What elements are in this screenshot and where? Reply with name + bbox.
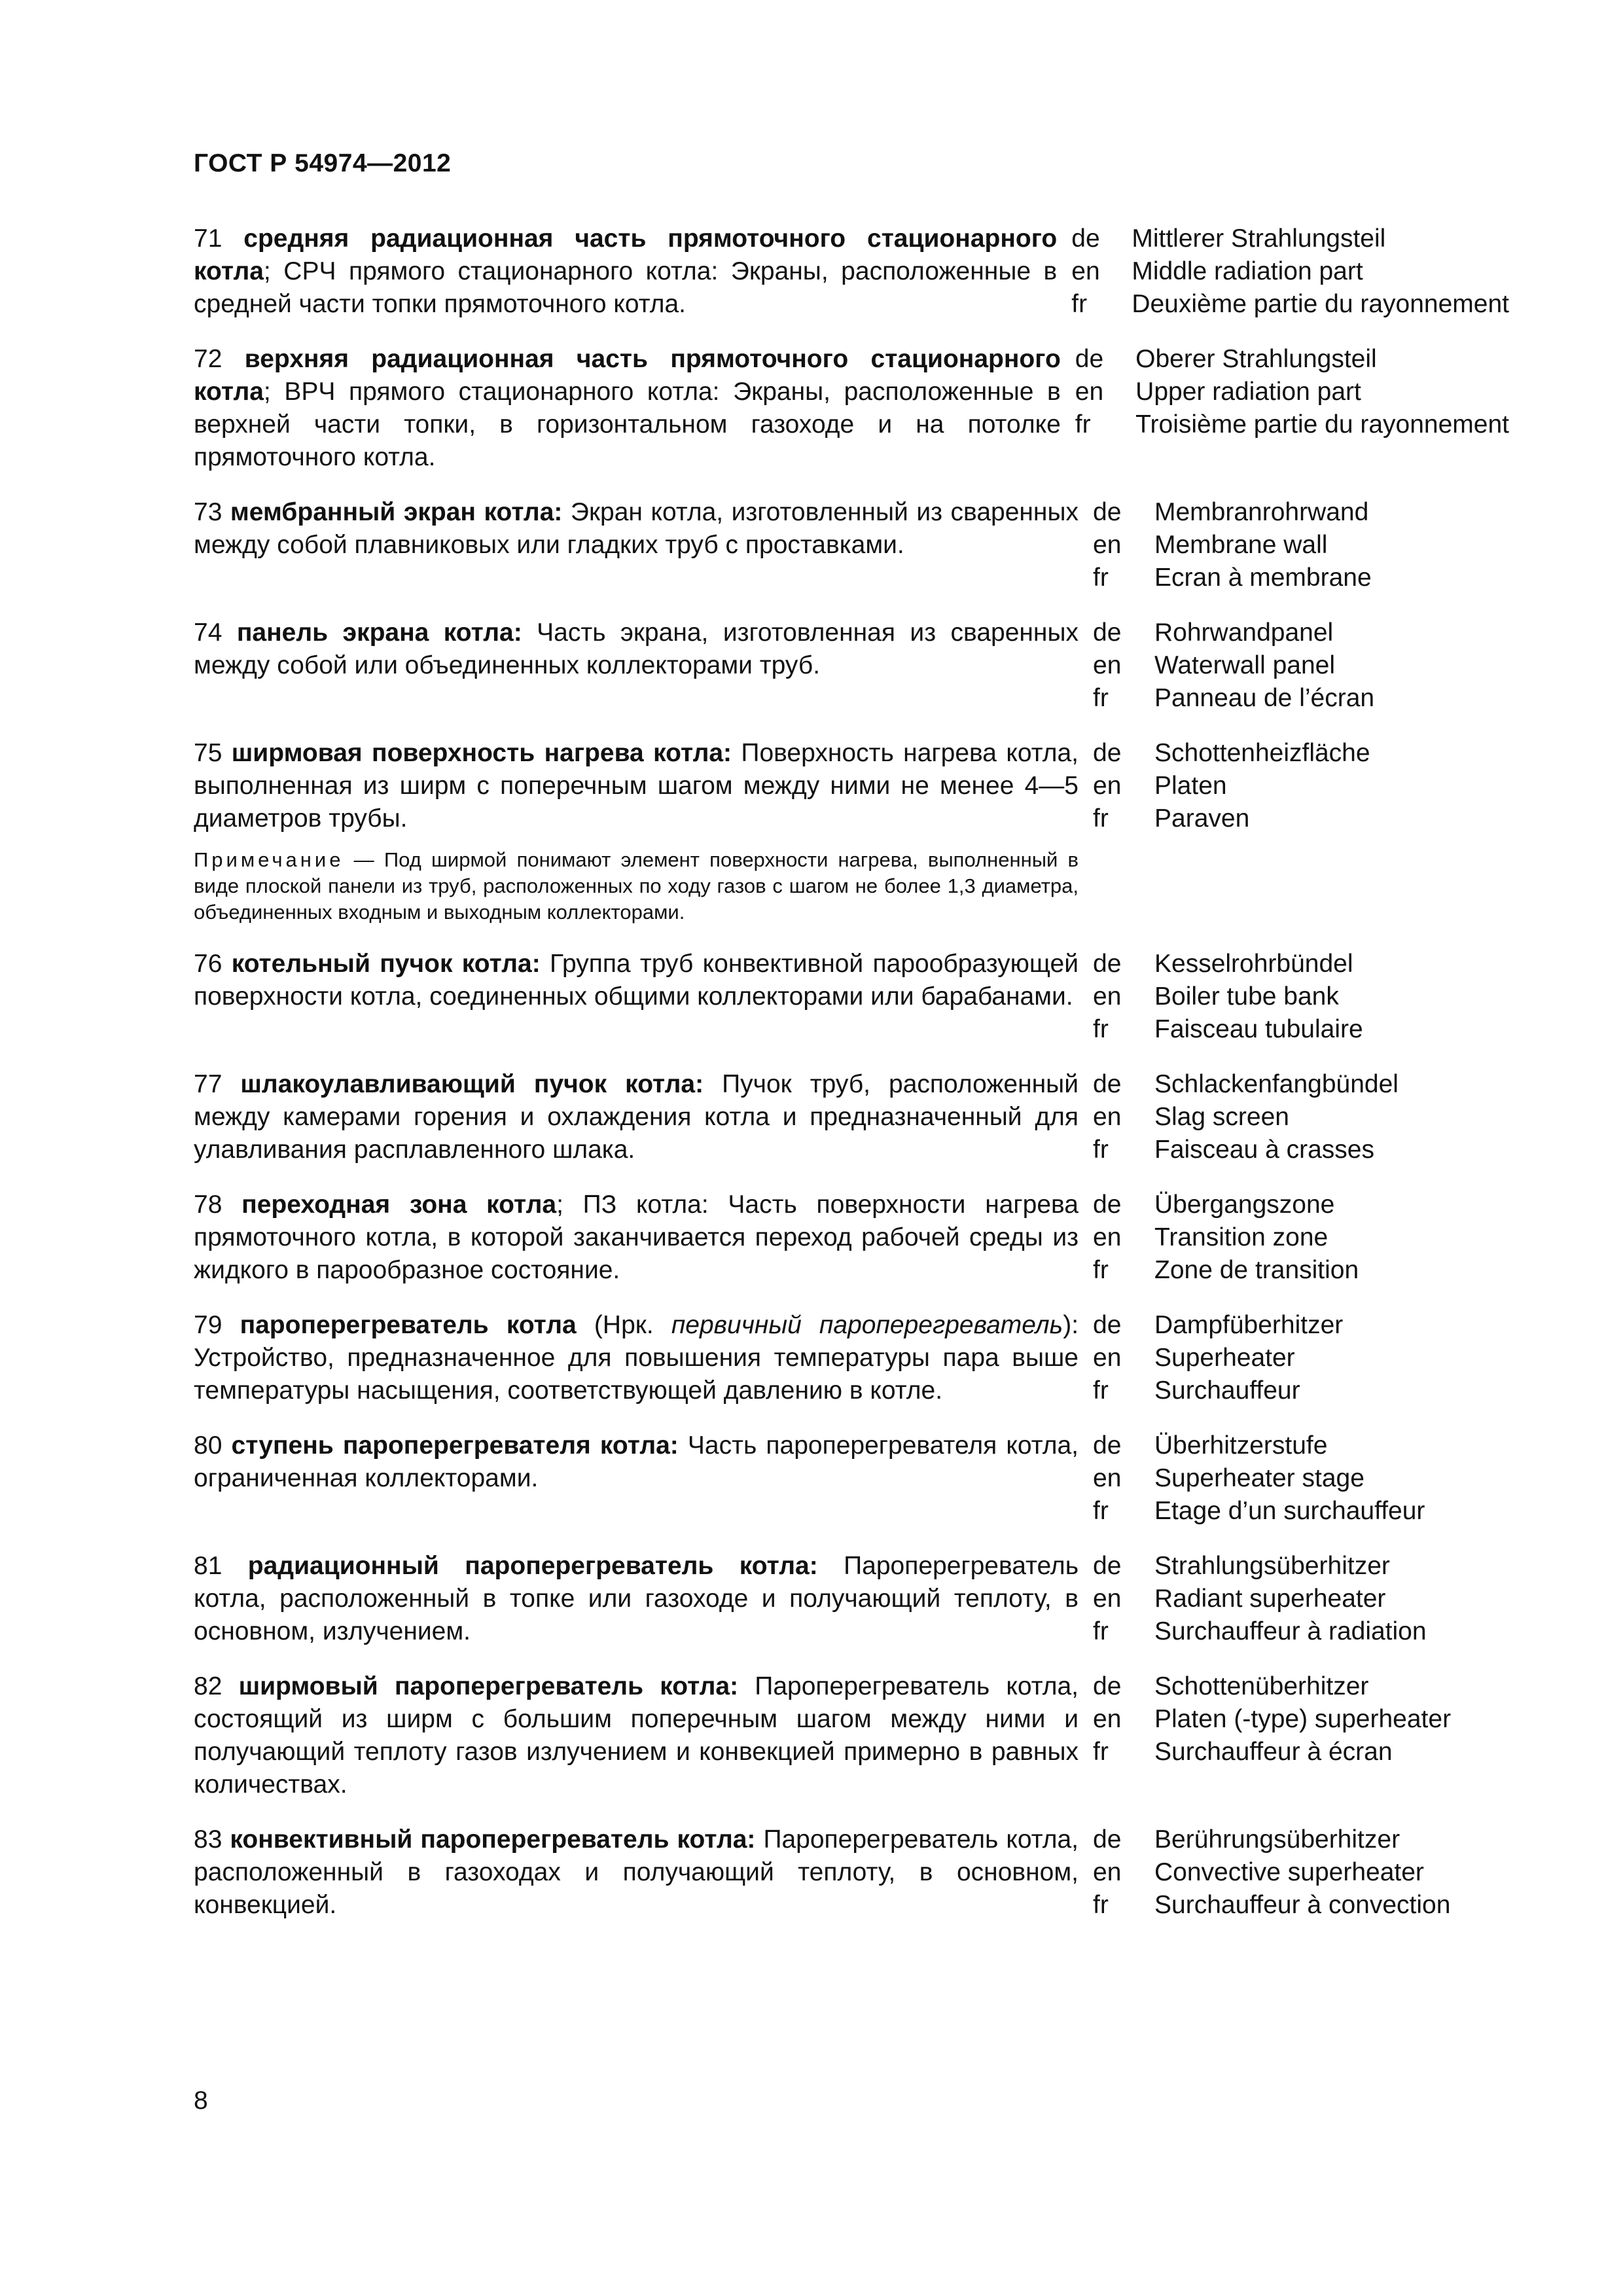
term-abbreviation: ВРЧ прямого стационарного котла xyxy=(284,378,713,406)
term-definition-ru xyxy=(194,1189,1079,1287)
term-number: 77 xyxy=(194,1070,241,1098)
term-name: мембранный экран котла: xyxy=(230,498,563,526)
lang-code-fr: fr xyxy=(1093,1497,1109,1525)
document-header: ГОСТ Р 54974—2012 xyxy=(194,149,452,177)
term-abbr-separator: ; xyxy=(556,1191,583,1219)
note-text: — Под ширмой понимают элемент поверхности нагрева, выполненный в виде плоской панели из труб, расположенных по ходу газов с шагом не более 1,3 диаметра, объединенных входным и выходным коллекторами. xyxy=(194,848,1079,924)
term-definition-ru xyxy=(194,948,1079,1046)
lang-code-fr: fr xyxy=(1093,1376,1109,1405)
lang-code-fr: fr xyxy=(1093,1015,1109,1043)
equivalent-fr: Surchauffeur à radiation xyxy=(1154,1617,1427,1645)
term-definition-ru xyxy=(194,617,1079,715)
term-definition-ru xyxy=(194,1823,1079,1922)
lang-code-en: en xyxy=(1093,1464,1122,1492)
equivalent-en: Membrane wall xyxy=(1154,531,1328,559)
foreign-equivalents xyxy=(1145,1550,1509,1648)
equivalent-de: Übergangszone xyxy=(1154,1191,1335,1219)
lang-code-en: en xyxy=(1071,257,1100,285)
term-definition-text: Пароперегреватель котла, состоящий из ширм с большим поперечным шагом между ними и получающий теплоту газов излучением и конвекцией примерно в равных количествах. xyxy=(194,1672,1079,1799)
term-abbr-separator: ; xyxy=(263,378,285,406)
term-definition-ru xyxy=(194,1670,1079,1801)
lang-code-de: de xyxy=(1093,1431,1122,1460)
lang-code-de: de xyxy=(1071,224,1100,253)
term-entries xyxy=(194,223,1509,1944)
lang-code-de: de xyxy=(1093,1552,1122,1580)
lang-code-en: en xyxy=(1093,1705,1122,1733)
foreign-equivalents xyxy=(1126,343,1509,474)
equivalent-de: Oberer Strahlungsteil xyxy=(1135,345,1377,373)
foreign-equivalents xyxy=(1122,223,1509,321)
term-entry xyxy=(194,1550,1509,1648)
equivalent-de: Rohrwandpanel xyxy=(1154,619,1334,647)
equivalent-en: Middle radiation part xyxy=(1132,257,1363,285)
term-definition-ru xyxy=(194,343,1061,474)
term-name: ступень пароперегревателя котла: xyxy=(231,1431,679,1460)
language-codes xyxy=(1061,343,1126,474)
term-entry xyxy=(194,737,1509,925)
term-definition-text: : Экраны, расположенные в средней части топки прямоточного котла. xyxy=(194,257,1058,318)
term-name: шлакоулавливающий пучок котла: xyxy=(240,1070,704,1098)
term-definition-text: Поверхность нагрева котла, выполненная из ширм с поперечным шагом между ними не менее 4—5 диаметров трубы. xyxy=(194,739,1079,833)
term-number: 81 xyxy=(194,1552,248,1580)
term-entry xyxy=(194,223,1509,321)
equivalent-en: Transition zone xyxy=(1154,1223,1329,1251)
term-note xyxy=(194,847,1079,925)
foreign-equivalents xyxy=(1145,1670,1509,1801)
lang-code-fr: fr xyxy=(1093,1136,1109,1164)
lang-code-de: de xyxy=(1075,345,1104,373)
lang-code-de: de xyxy=(1093,950,1122,978)
term-definition-text: Часть пароперегревателя котла, ограниченная коллекторами. xyxy=(194,1431,1079,1492)
language-codes xyxy=(1079,617,1145,715)
foreign-equivalents xyxy=(1145,948,1509,1046)
language-codes xyxy=(1079,1309,1145,1407)
term-entry xyxy=(194,496,1509,594)
lang-code-de: de xyxy=(1093,739,1122,767)
term-abbreviation: ПЗ котла xyxy=(582,1191,702,1219)
language-codes xyxy=(1079,1670,1145,1801)
equivalent-en: Superheater xyxy=(1154,1344,1295,1372)
equivalent-de: Berührungsüberhitzer xyxy=(1154,1825,1400,1854)
equivalent-de: Membranrohrwand xyxy=(1154,498,1369,526)
term-definition-text: Группа труб конвективной парообразующей поверхности котла, соединенных общими коллекторами или барабанами. xyxy=(194,950,1079,1011)
lang-code-fr: fr xyxy=(1093,804,1109,833)
foreign-equivalents xyxy=(1145,496,1509,594)
term-entry xyxy=(194,1189,1509,1287)
term-number: 71 xyxy=(194,224,244,253)
term-number: 79 xyxy=(194,1311,240,1339)
lang-code-fr: fr xyxy=(1093,1256,1109,1284)
language-codes xyxy=(1079,496,1145,594)
term-abbreviation: СРЧ прямого стационарного котла xyxy=(283,257,711,285)
lang-code-de: de xyxy=(1093,619,1122,647)
term-name: панель экрана котла: xyxy=(236,619,522,647)
equivalent-fr: Paraven xyxy=(1154,804,1250,833)
term-name: переходная зона котла xyxy=(241,1191,557,1219)
equivalent-fr: Deuxième partie du rayonnement xyxy=(1132,290,1509,318)
equivalent-en: Upper radiation part xyxy=(1135,378,1361,406)
lang-code-fr: fr xyxy=(1093,1738,1109,1766)
term-definition-text: Пароперегреватель котла, расположенный в газоходах и получающий теплоту, в основном, конвекцией. xyxy=(194,1825,1079,1919)
equivalent-fr: Panneau de l’écran xyxy=(1154,684,1375,712)
equivalent-en: Boiler tube bank xyxy=(1154,982,1339,1011)
lang-code-de: de xyxy=(1093,1672,1122,1700)
term-definition-text: Часть экрана, изготовленная из сваренных между собой или объединенных коллекторами труб. xyxy=(194,619,1079,679)
term-deprecated: первичный пароперегреватель xyxy=(671,1311,1063,1339)
equivalent-fr: Surchauffeur à convection xyxy=(1154,1891,1451,1919)
term-name: конвективный пароперегреватель котла: xyxy=(230,1825,756,1854)
lang-code-fr: fr xyxy=(1075,410,1091,439)
equivalent-fr: Faisceau à crasses xyxy=(1154,1136,1374,1164)
equivalent-de: Mittlerer Strahlungsteil xyxy=(1132,224,1386,253)
equivalent-de: Überhitzerstufe xyxy=(1154,1431,1328,1460)
term-name: котельный пучок котла: xyxy=(231,950,541,978)
lang-code-en: en xyxy=(1075,378,1104,406)
term-entry xyxy=(194,1670,1509,1801)
equivalent-fr: Surchauffeur à écran xyxy=(1154,1738,1393,1766)
term-definition-text: ): Устройство, предназначенное для повышения температуры пара выше температуры насыщения, соответствующей давлению в котле. xyxy=(194,1311,1079,1405)
lang-code-fr: fr xyxy=(1071,290,1088,318)
term-definition-ru xyxy=(194,496,1079,594)
term-definition-ru xyxy=(194,1429,1079,1528)
lang-code-en: en xyxy=(1093,982,1122,1011)
note-label: Примечание xyxy=(194,848,344,871)
foreign-equivalents xyxy=(1145,1068,1509,1166)
lang-code-de: de xyxy=(1093,1311,1122,1339)
lang-code-fr: fr xyxy=(1093,1891,1109,1919)
lang-code-de: de xyxy=(1093,498,1122,526)
term-abbr-separator: ; xyxy=(263,257,284,285)
term-name: радиационный пароперегреватель котла: xyxy=(247,1552,818,1580)
equivalent-en: Platen (-type) superheater xyxy=(1154,1705,1452,1733)
term-entry xyxy=(194,343,1509,474)
equivalent-de: Schottenheizfläche xyxy=(1154,739,1370,767)
term-definition-ru xyxy=(194,1309,1079,1407)
term-definition-ru xyxy=(194,223,1057,321)
equivalent-en: Waterwall panel xyxy=(1154,651,1336,679)
foreign-equivalents xyxy=(1145,617,1509,715)
term-definition-text: Пароперегреватель котла, расположенный в топке или газоходе и получающий теплоту, в основном, излучением. xyxy=(194,1552,1079,1645)
lang-code-en: en xyxy=(1093,1858,1122,1886)
term-number: 78 xyxy=(194,1191,242,1219)
lang-code-de: de xyxy=(1093,1070,1122,1098)
equivalent-de: Strahlungsüberhitzer xyxy=(1154,1552,1390,1580)
term-name: средняя радиационная часть прямоточного стационарного котла xyxy=(194,224,1058,285)
lang-code-fr: fr xyxy=(1093,564,1109,592)
term-definition-text: : Экраны, расположенные в верхней части топки, в горизонтальном газоходе и на потолке прямоточного котла. xyxy=(194,378,1061,471)
equivalent-en: Convective superheater xyxy=(1154,1858,1424,1886)
equivalent-fr: Surchauffeur xyxy=(1154,1376,1300,1405)
term-number: 72 xyxy=(194,345,245,373)
equivalent-en: Superheater stage xyxy=(1154,1464,1364,1492)
term-number: 82 xyxy=(194,1672,239,1700)
term-definition-text: Экран котла, изготовленный из сваренных между собой плавниковых или гладких труб с проставками. xyxy=(194,498,1079,559)
equivalent-en: Radiant superheater xyxy=(1154,1585,1386,1613)
term-name: ширмовый пароперегреватель котла: xyxy=(238,1672,739,1700)
term-number: 75 xyxy=(194,739,232,767)
lang-code-de: de xyxy=(1093,1191,1122,1219)
term-entry xyxy=(194,1429,1509,1528)
language-codes xyxy=(1079,948,1145,1046)
language-codes xyxy=(1079,1189,1145,1287)
term-entry xyxy=(194,1068,1509,1166)
equivalent-de: Schottenüberhitzer xyxy=(1154,1672,1369,1700)
equivalent-fr: Etage d’un surchauffeur xyxy=(1154,1497,1425,1525)
equivalent-en: Slag screen xyxy=(1154,1103,1289,1131)
term-prefix: (Нрк. xyxy=(576,1311,671,1339)
lang-code-fr: fr xyxy=(1093,684,1109,712)
equivalent-de: Kesselrohrbündel xyxy=(1154,950,1353,978)
lang-code-en: en xyxy=(1093,651,1122,679)
term-entry xyxy=(194,1309,1509,1407)
term-entry xyxy=(194,948,1509,1046)
term-name: ширмовая поверхность нагрева котла: xyxy=(231,739,732,767)
equivalent-en: Platen xyxy=(1154,772,1227,800)
equivalent-fr: Faisceau tubulaire xyxy=(1154,1015,1363,1043)
term-definition-text: : Часть поверхности нагрева прямоточного котла, в которой заканчивается переход рабочей среды из жидкого в парообразное состояние. xyxy=(194,1191,1079,1284)
foreign-equivalents xyxy=(1145,1309,1509,1407)
term-number: 73 xyxy=(194,498,230,526)
equivalent-de: Schlackenfangbündel xyxy=(1154,1070,1399,1098)
lang-code-de: de xyxy=(1093,1825,1122,1854)
lang-code-fr: fr xyxy=(1093,1617,1109,1645)
lang-code-en: en xyxy=(1093,1344,1122,1372)
language-codes xyxy=(1079,737,1145,925)
lang-code-en: en xyxy=(1093,1585,1122,1613)
foreign-equivalents xyxy=(1145,1189,1509,1287)
term-entry xyxy=(194,617,1509,715)
term-number: 76 xyxy=(194,950,232,978)
language-codes xyxy=(1079,1823,1145,1922)
equivalent-de: Dampfüberhitzer xyxy=(1154,1311,1344,1339)
term-name: верхняя радиационная часть прямоточного стационарного котла xyxy=(194,345,1061,406)
lang-code-en: en xyxy=(1093,1223,1122,1251)
foreign-equivalents xyxy=(1145,1823,1509,1922)
term-definition-ru xyxy=(194,1068,1079,1166)
lang-code-en: en xyxy=(1093,1103,1122,1131)
term-number: 80 xyxy=(194,1431,232,1460)
lang-code-en: en xyxy=(1093,531,1122,559)
foreign-equivalents xyxy=(1145,737,1509,925)
foreign-equivalents xyxy=(1145,1429,1509,1528)
language-codes xyxy=(1057,223,1122,321)
lang-code-en: en xyxy=(1093,772,1122,800)
equivalent-fr: Troisième partie du rayonnement xyxy=(1135,410,1509,439)
language-codes xyxy=(1079,1068,1145,1166)
language-codes xyxy=(1079,1429,1145,1528)
term-definition-ru xyxy=(194,1550,1079,1648)
term-entry xyxy=(194,1823,1509,1922)
term-definition-text: Пучок труб, расположенный между камерами горения и охлаждения котла и предназначенный для улавливания расплавленного шлака. xyxy=(194,1070,1079,1164)
term-name: пароперегреватель котла xyxy=(240,1311,577,1339)
page-number: 8 xyxy=(194,2087,208,2115)
term-definition-ru xyxy=(194,737,1079,925)
language-codes xyxy=(1079,1550,1145,1648)
term-number: 74 xyxy=(194,619,237,647)
term-number: 83 xyxy=(194,1825,230,1854)
equivalent-fr: Zone de transition xyxy=(1154,1256,1359,1284)
equivalent-fr: Ecran à membrane xyxy=(1154,564,1372,592)
